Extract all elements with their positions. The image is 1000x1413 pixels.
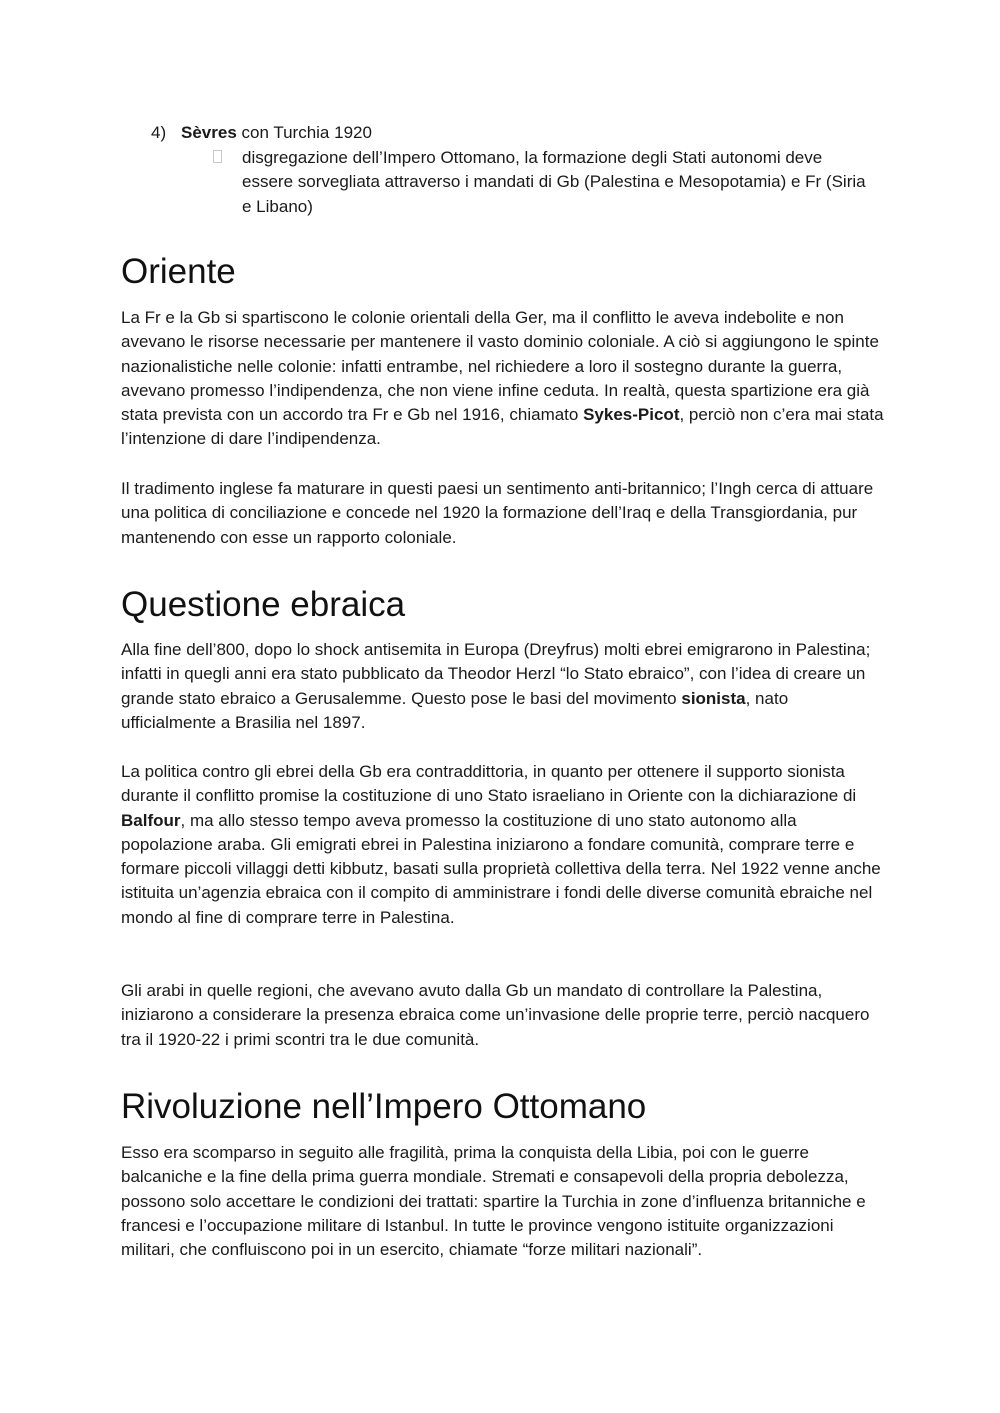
heading-questione-ebraica: Questione ebraica <box>121 585 406 624</box>
numbered-list-item <box>151 121 372 145</box>
paragraph-oriente-2: Il tradimento inglese fa maturare in questi paesi un sentimento anti-britannico; l’Ingh cerca di attuare una politica di conciliazione e concede nel 1920 la formazione dell’Iraq e della Transgiordania, pur mantenendo con esse un rapporto coloniale. <box>121 479 874 547</box>
list-item-bold-title: Sèvres <box>181 123 237 142</box>
paragraph-questione-1: Alla fine dell’800, dopo lo shock antisemita in Europa (Dreyfrus) molti ebrei emigrarono in Palestina; infatti in quegli anni era stato pubblicato da Theodor Herzl “lo Stato ebraico”, con l’idea di creare un grande stato ebraico a Gerusalemme. Questo pose le basi del movimento sionista, nato ufficialmente a Brasilia nel 1897. <box>121 640 871 732</box>
square-bullet-icon <box>213 150 222 163</box>
paragraph-rivoluzione-1: Esso era scomparso in seguito alle fragilità, prima la conquista della Libia, poi con le guerre balcaniche e la fine della prima guerra mondiale. Stremati e consapevoli della propria debolezza, possono solo accettare le condizioni dei trattati: spartire la Turchia in zone d’influenza britanniche e francesi e l’occupazione militare di Istanbul. In tutte le province vengono istituite organizzazioni militari, che confluiscono poi in un esercito, chiamate “forze militari nazionali”. <box>121 1143 866 1260</box>
paragraph-questione-2: La politica contro gli ebrei della Gb era contraddittoria, in quanto per ottenere il supporto sionista durante il conflitto promise la costituzione di uno Stato israeliano in Oriente con la dichiarazione di Balfour, ma allo stesso tempo aveva promesso la costituzione di uno stato autonomo alla popolazione araba. Gli emigrati ebrei in Palestina iniziarono a fondare comunità, comprare terre e formare piccoli villaggi detti kibbutz, basati sulla proprietà collettiva della terra. Nel 1922 venne anche istituita un’agenzia ebraica con il compito di amministrare i fondi delle diverse comunità ebraiche nel mondo al fine di comprare terre in Palestina. <box>121 762 881 927</box>
sub-list-item <box>213 146 873 219</box>
list-item-title: con Turchia 1920 <box>236 123 372 142</box>
bold-term: Balfour <box>121 810 181 830</box>
bold-term: sionista <box>681 688 746 708</box>
paragraph-oriente-1: La Fr e la Gb si spartiscono le colonie orientali della Ger, ma il conflitto le aveva indebolite e non avevano le risorse necessarie per mantenere il vasto dominio coloniale. A ciò si aggiungono le spinte nazionalistiche nelle colonie: infatti entrambe, nel richiedere a loro il sostegno durante la guerra, avevano promesso l’indipendenza, che non viene infine ceduta. In realtà, questa spartizione era già stata prevista con un accordo tra Fr e Gb nel 1916, chiamato Sykes-Picot, perciò non c’era mai stata l’intenzione di dare l’indipendenza. <box>121 308 884 449</box>
bold-term: Sykes-Picot <box>583 405 680 425</box>
heading-rivoluzione: Rivoluzione nell’Impero Ottomano <box>121 1087 647 1126</box>
paragraph-questione-3: Gli arabi in quelle regioni, che avevano avuto dalla Gb un mandato di controllare la Palestina, iniziarono a considerare la presenza ebraica come un’invasione delle proprie terre, perciò nacquero tra il 1920-22 i primi scontri tra le due comunità. <box>121 981 870 1049</box>
heading-oriente: Oriente <box>121 252 236 291</box>
list-number: 4) <box>151 123 167 142</box>
sub-list-item-text: disgregazione dell’Impero Ottomano, la formazione degli Stati autonomi deve essere sorvegliata attraverso i mandati di Gb (Palestina e Mesopotamia) e Fr (Siria e Libano) <box>242 148 866 216</box>
